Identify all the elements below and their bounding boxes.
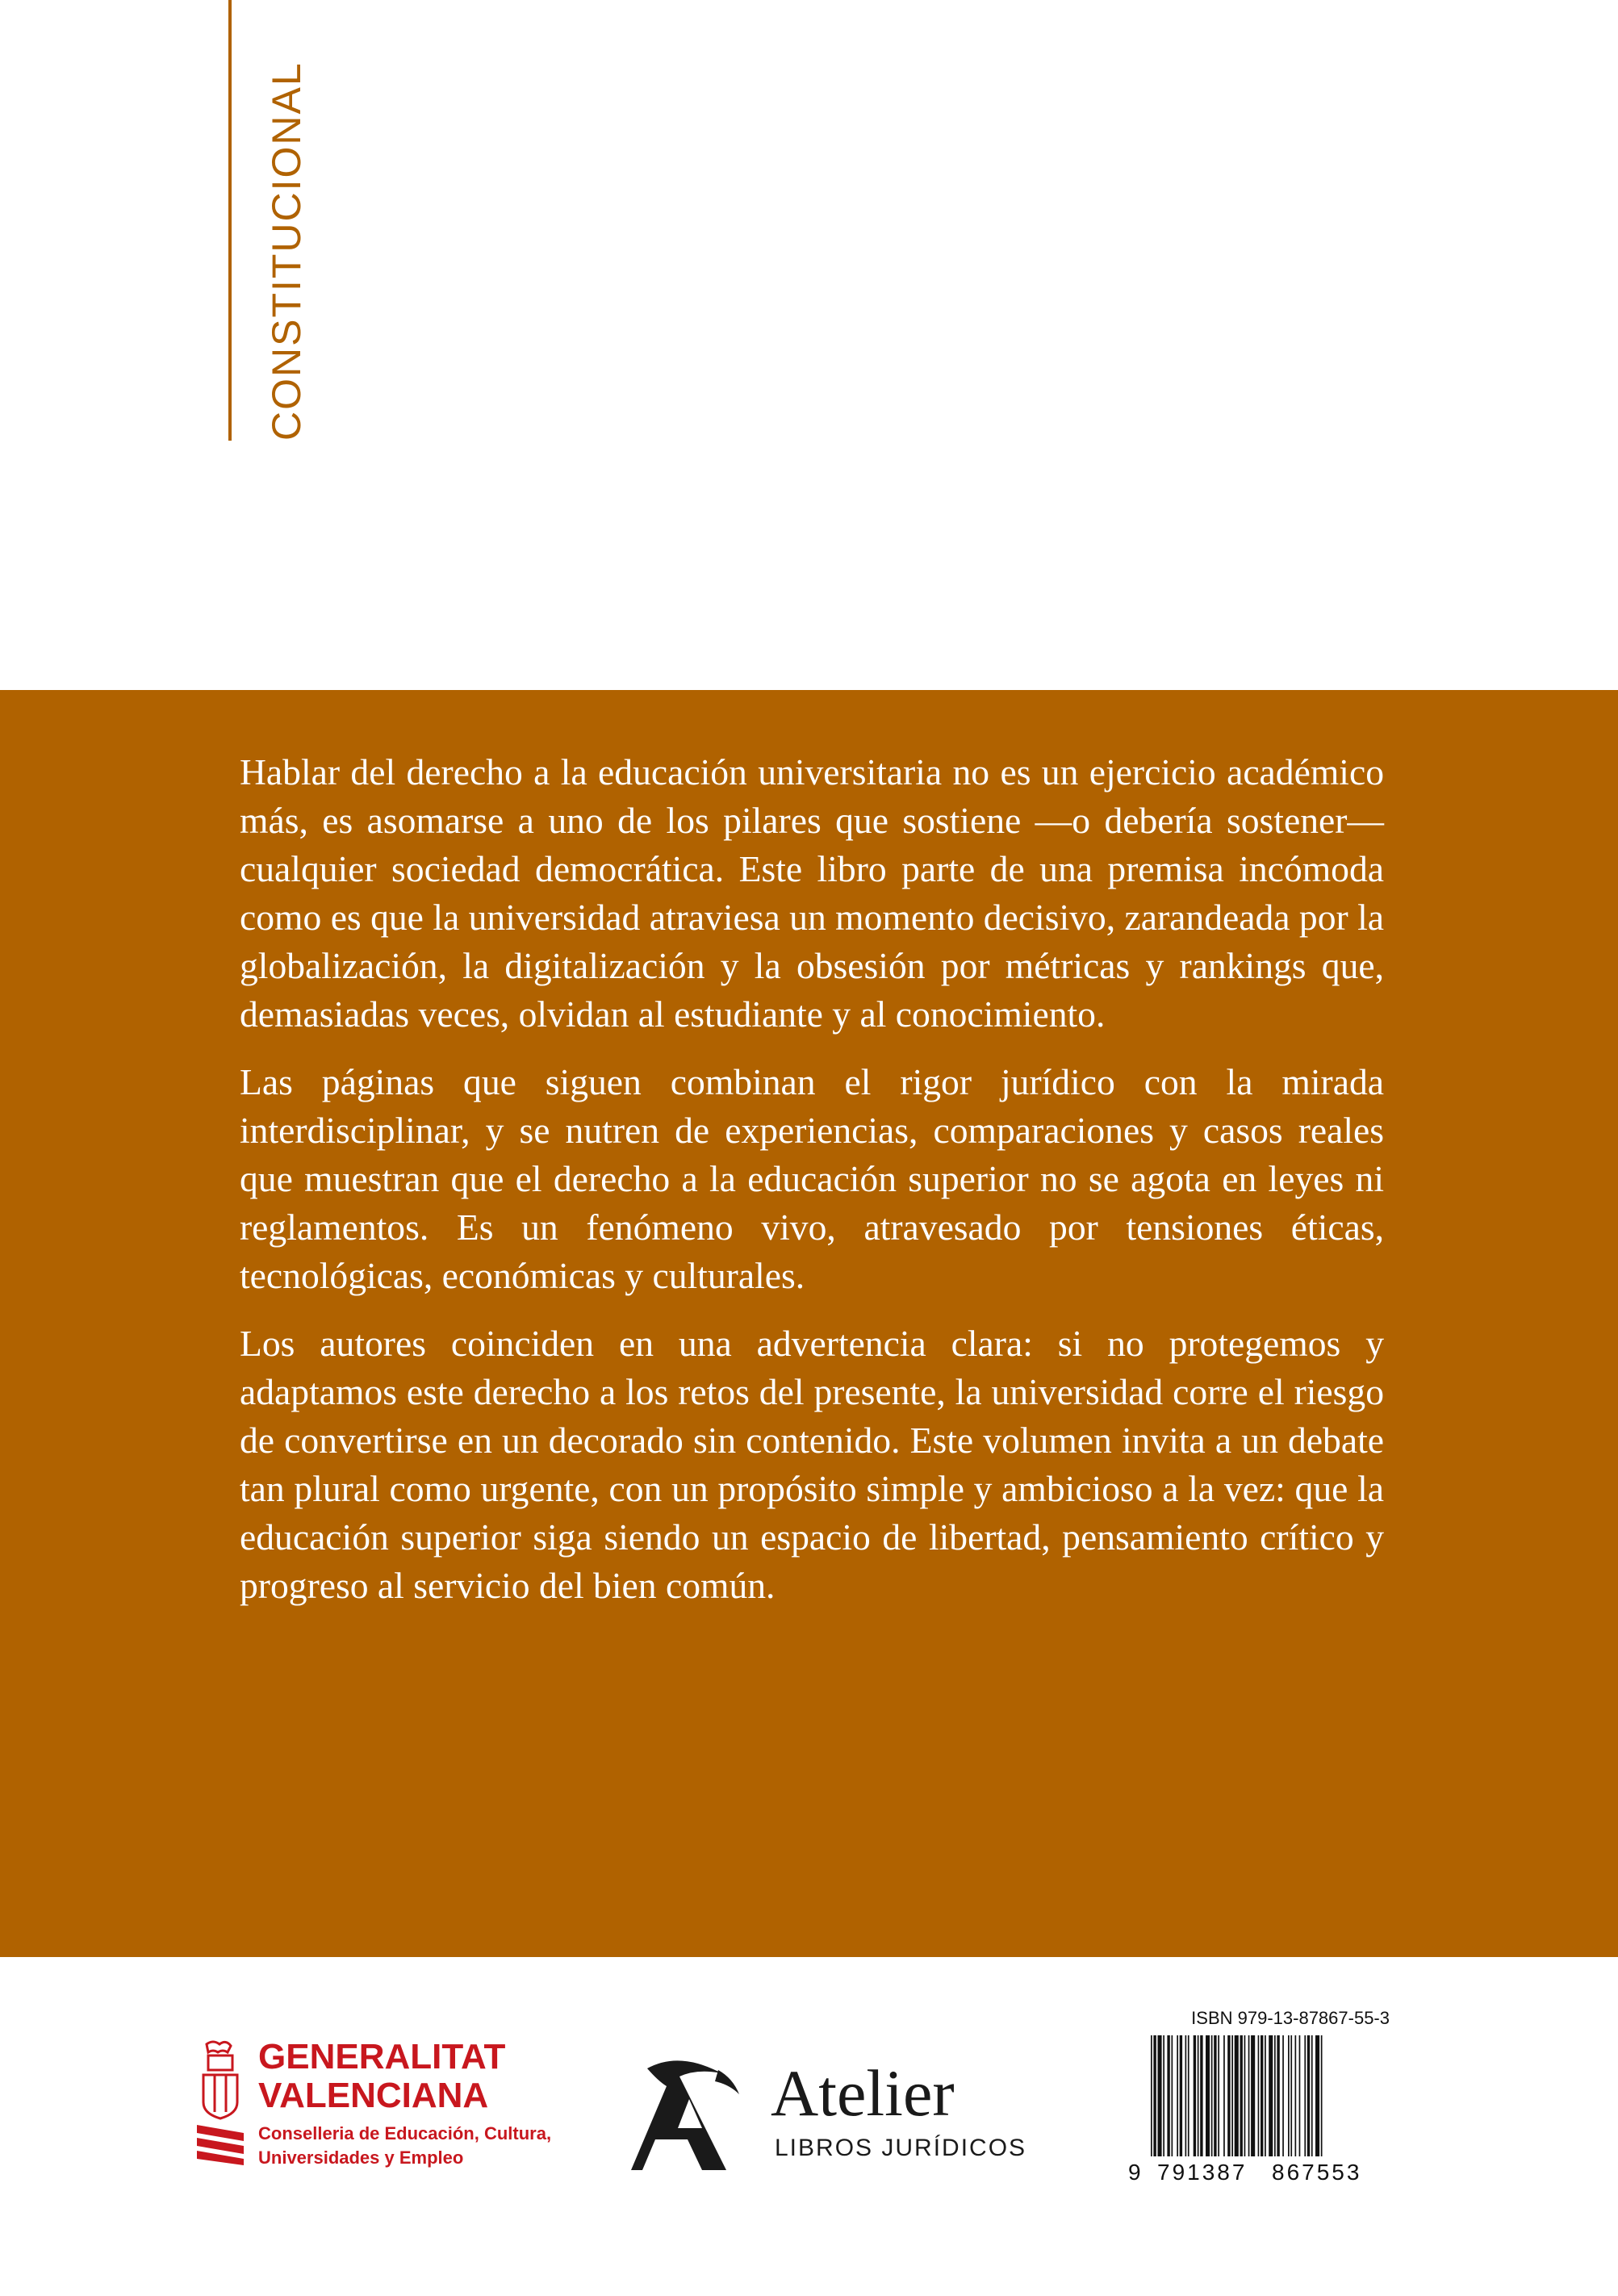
conselleria-name (258, 2122, 565, 2170)
publisher-tagline: LIBROS JURÍDICOS (775, 2135, 1027, 2161)
conselleria-line1: Conselleria de Educación, Cultura, (258, 2123, 552, 2143)
series-label: CONSTITUCIONAL (264, 61, 309, 441)
barcode-digits-group1: 791387 (1157, 2160, 1248, 2185)
isbn-barcode-block (1128, 2008, 1390, 2189)
blurb-paragraph-2: Las páginas que siguen combinan el rigor jurídico con la mirada interdisciplinar, y se nutren de experiencias, comparaciones y casos reales que muestran que el derecho a la educación superior no se agota en leyes ni reglamentos. Es un fenómeno vivo, atravesado por tensiones éticas, tecnológicas, económicas y culturales. (240, 1061, 1384, 1296)
isbn-label: ISBN 979-13-87867-55-3 (1191, 2008, 1390, 2028)
back-cover-blurb (240, 748, 1384, 1629)
publisher-name: Atelier (771, 2056, 955, 2130)
blurb-paragraph-1: Hablar del derecho a la educación universitaria no es un ejercicio académico más, es asomarse a uno de los pilares que sostiene —o debería sostener— cualquier sociedad democrática. Este libro parte de una premisa incómoda como es que la universidad atraviesa un momento decisivo, zarandeada por la globalización, la digitalización y la obsesión por métricas y rankings que, demasiadas veces, olvidan al estudiante y al conocimiento. (240, 751, 1384, 1035)
blurb-paragraph-3: Los autores coinciden en una advertencia clara: si no protegemos y adaptamos este derecho a los retos del presente, la universidad corre el riesgo de convertirse en un decorado sin contenido. Este volumen invita a un debate tan plural como urgente, con un propósito simple y ambicioso a la vez: que la educación superior siga siendo un espacio de libertad, pensamiento crítico y progreso al servicio del bien común. (240, 1323, 1384, 1606)
atelier-logo (629, 2054, 1033, 2175)
generalitat-title-line2: VALENCIANA (258, 2076, 489, 2115)
generalitat-valenciana-logo (192, 2037, 552, 2168)
generalitat-title (258, 2038, 505, 2115)
spine-divider-line (228, 0, 232, 441)
generalitat-crest-icon (192, 2038, 249, 2167)
barcode-icon (1136, 2035, 1386, 2156)
conselleria-line2: Universidades y Empleo (258, 2148, 464, 2168)
barcode-digit-first: 9 (1128, 2160, 1141, 2185)
barcode-digits-group2: 867553 (1272, 2160, 1362, 2185)
atelier-a-mark-icon (629, 2054, 759, 2175)
generalitat-title-line1: GENERALITAT (258, 2037, 506, 2076)
